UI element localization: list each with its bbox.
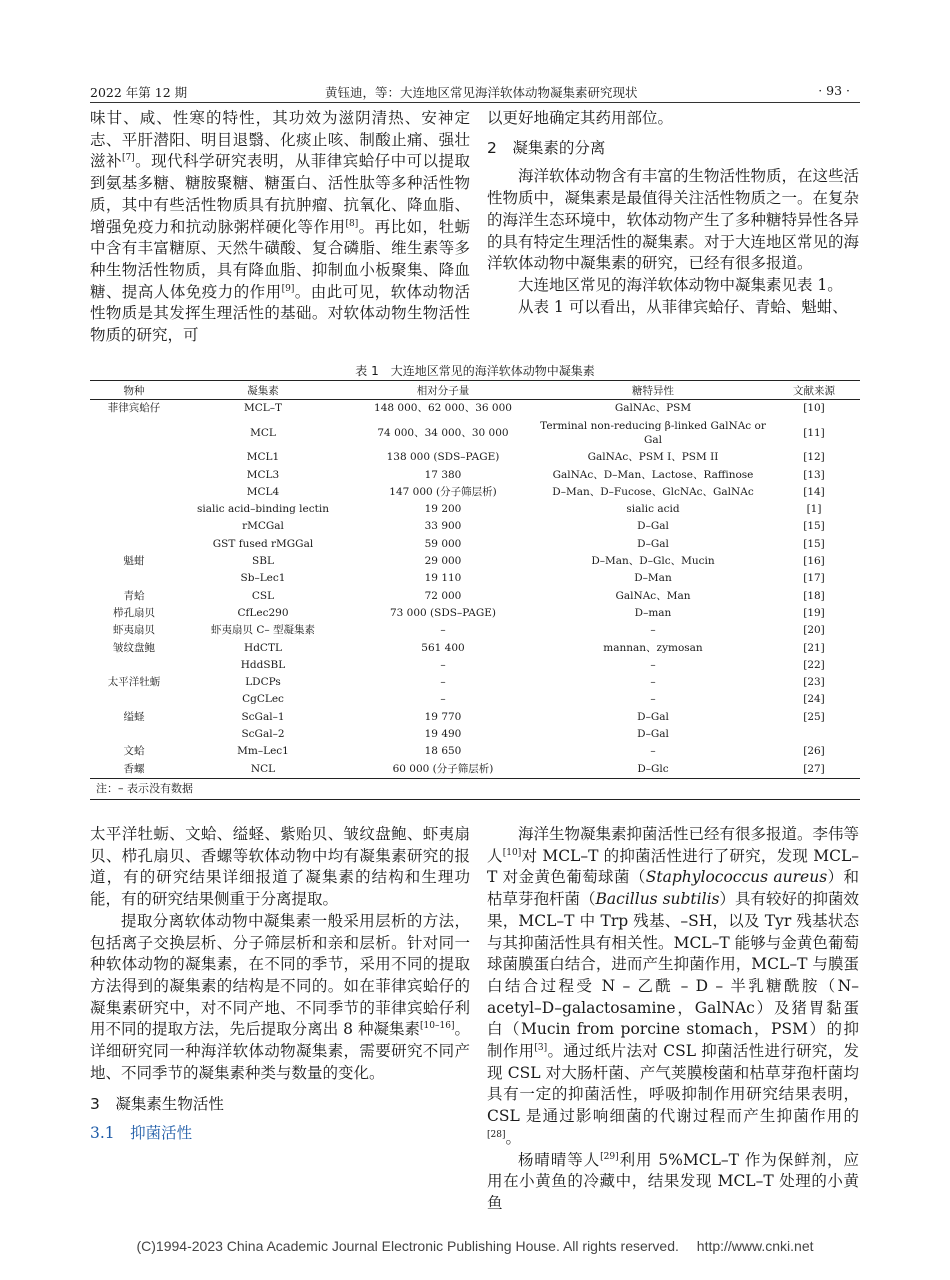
table-row xyxy=(90,553,860,570)
cell-species xyxy=(90,570,178,587)
cell-species: 栉孔扇贝 xyxy=(113,606,155,619)
header-molecular-weight: 相对分子量 xyxy=(348,381,538,400)
cell-molecular-weight: – xyxy=(440,676,446,689)
table-row xyxy=(90,622,860,639)
cell-species: 青蛤 xyxy=(123,589,145,602)
cell-molecular-weight: 60 000 (分子筛层析) xyxy=(348,761,538,779)
table-row xyxy=(90,467,860,484)
cell-species: 虾夷扇贝 xyxy=(113,624,155,637)
copyright-footer: (C)1994-2023 China Academic Journal Electronic Publishing House. All rights reserved. http://www.cnki.net xyxy=(136,1238,814,1254)
page-number: · 93 · xyxy=(818,83,850,98)
cell-sugar-specificity: D–Man xyxy=(634,572,672,585)
citation[interactable]: [9] xyxy=(281,283,295,294)
table-row xyxy=(90,536,860,553)
cell-lectin: CSL xyxy=(251,589,275,602)
running-title: 黄钰迪，等：大连地区常见海洋软体动物凝集素研究现状 xyxy=(325,85,638,100)
cell-species xyxy=(90,449,178,466)
cell-molecular-weight: 73 000 (SDS–PAGE) xyxy=(389,606,497,619)
section-heading-3: 3 凝集素生物活性 xyxy=(90,1095,224,1114)
cell-lectin: LDCPs xyxy=(245,676,281,689)
cell-reference: [12] xyxy=(803,451,825,464)
cell-reference: [15] xyxy=(803,520,825,533)
cell-molecular-weight: 74 000、34 000、30 000 xyxy=(377,426,509,439)
right-column-top xyxy=(487,108,859,318)
cell-species xyxy=(90,726,178,743)
citation[interactable]: [10] xyxy=(502,847,522,858)
cell-reference: [11] xyxy=(803,426,825,439)
cell-molecular-weight: 19 490 xyxy=(424,728,462,741)
table-note: 注：– 表示没有数据 xyxy=(90,779,860,800)
cell-sugar-specificity: D–Gal xyxy=(637,728,669,741)
cell-lectin: SBL xyxy=(252,555,274,568)
table-row xyxy=(90,417,860,449)
header-sugar-specificity: 糖特异性 xyxy=(538,381,768,400)
cell-reference xyxy=(768,726,860,743)
cell-lectin: MCL4 xyxy=(246,485,280,498)
cell-lectin: ScGal–1 xyxy=(241,710,285,723)
cell-molecular-weight: 29 000 xyxy=(424,555,462,568)
cell-molecular-weight: 19 770 xyxy=(424,710,462,723)
table-row xyxy=(90,657,860,674)
header-reference: 文献来源 xyxy=(768,381,860,400)
table-row xyxy=(90,743,860,760)
cell-lectin: MCL xyxy=(250,426,276,439)
cell-sugar-specificity: GalNAc、PSM I、PSM II xyxy=(587,451,719,464)
cell-molecular-weight: 19 110 xyxy=(424,572,462,585)
header-lectin: 凝集素 xyxy=(178,381,348,400)
cell-lectin: 虾夷扇贝 C– 型凝集素 xyxy=(211,624,315,637)
paragraph: 以更好地确定其药用部位。 xyxy=(487,109,674,127)
table-row xyxy=(90,518,860,535)
cell-lectin: ScGal–2 xyxy=(241,728,285,741)
table-caption: 表 1 大连地区常见的海洋软体动物中凝集素 xyxy=(355,364,595,378)
cell-species xyxy=(90,536,178,553)
cell-reference: [16] xyxy=(803,555,825,568)
cell-molecular-weight: – xyxy=(440,658,446,671)
cell-lectin: CfLec290 xyxy=(237,606,289,619)
cell-lectin: CgCLec xyxy=(242,693,284,706)
paragraph: 海洋生物凝集素抑菌活性已经有很多报道。李伟等人[10]对 MCL–T 的抑菌活性进行了研究，发现 MCL–T 对金黄色葡萄球菌（Staphylococcus aureus）和枯草芽孢杆菌（Bacillus subtilis）具有较好的抑菌效果，MCL–T 中 Trp 残基、–SH，以及 Tyr 残基状态与其抑菌活性具有相关性。MCL–T 能够与金黄色葡萄球菌膜蛋白结合，进而产生抑菌作用，MCL–T 与膜蛋白结合过程受 N – 乙酰 – D – 半乳糖酰胺（N–acetyl–D–galactosamine，GalNAc）及猪胃黏蛋白（Mucin from porcine stomach，PSM）的抑制作用[3]。通过纸片法对 CSL 抑菌活性进行研究，发现 CSL 对大肠杆菌、产气荚膜梭菌和枯草芽孢杆菌均具有一定的抑菌活性，呼吸抑制作用研究结果表明，CSL 是通过影响细菌的代谢过程而产生抑菌作用的[28]。 xyxy=(487,825,860,1147)
cell-lectin: sialic acid–binding lectin xyxy=(197,503,329,516)
table-row xyxy=(90,605,860,622)
cell-species: 菲律宾蛤仔 xyxy=(107,402,161,414)
cell-reference: [24] xyxy=(803,693,825,706)
cell-reference: [27] xyxy=(768,761,860,779)
cell-lectin: MCL1 xyxy=(246,451,280,464)
paragraph: 从表 1 可以看出，从菲律宾蛤仔、青蛤、魁蚶、 xyxy=(518,297,848,316)
cell-species xyxy=(90,657,178,674)
running-header xyxy=(90,80,860,103)
cell-lectin: HdCTL xyxy=(244,641,282,654)
left-column-bottom xyxy=(90,824,470,1145)
cell-sugar-specificity: D–Man、D–Glc、Mucin xyxy=(591,555,715,568)
citation[interactable]: [8] xyxy=(345,218,359,229)
cell-reference: [21] xyxy=(803,641,825,654)
cell-species: 太平洋牡蛎 xyxy=(107,676,161,689)
lectin-table xyxy=(90,362,860,800)
paragraph: 海洋软体动物含有丰富的生物活性物质，在这些活性物质中，凝集素是最值得关注活性物质之一。在复杂的海洋生态环境中，软体动物产生了多种糖特异性各异的具有特定生理活性的凝集素。对于大连地区常见的海洋软体动物中凝集素的研究，已经有很多报道。 xyxy=(487,167,860,273)
table-header-row xyxy=(90,381,860,400)
table-row xyxy=(90,761,860,779)
citation[interactable]: [29] xyxy=(600,1151,619,1162)
cell-lectin: rMCGal xyxy=(242,520,284,533)
cell-sugar-specificity: D–Gal xyxy=(637,537,669,550)
cell-reference: [10] xyxy=(803,402,825,414)
cell-sugar-specificity: D–Glc xyxy=(538,761,768,779)
cell-reference: [22] xyxy=(803,658,825,671)
issue-label: 2022 年第 12 期 xyxy=(90,85,188,100)
table-row xyxy=(90,501,860,518)
cell-sugar-specificity: GalNAc、PSM xyxy=(614,402,692,414)
table-row xyxy=(90,691,860,708)
table-row xyxy=(90,709,860,726)
table-row xyxy=(90,640,860,657)
left-column-top xyxy=(90,108,470,347)
cell-species: 文蛤 xyxy=(123,745,145,758)
table-row xyxy=(90,484,860,501)
citation[interactable]: [7] xyxy=(121,153,135,164)
paragraph: 杨晴晴等人[29]利用 5%MCL–T 作为保鲜剂，应用在小黄鱼的冷藏中，结果发现 MCL–T 处理的小黄鱼 xyxy=(487,1150,859,1212)
cell-sugar-specificity: – xyxy=(650,745,656,758)
cell-species xyxy=(90,518,178,535)
cell-sugar-specificity: GalNAc、D–Man、Lactose、Raffinose xyxy=(552,468,754,481)
cell-lectin: NCL xyxy=(178,761,348,779)
table-row xyxy=(90,449,860,466)
citation[interactable]: [3] xyxy=(534,1042,548,1053)
table-row xyxy=(90,726,860,743)
cell-molecular-weight: 19 200 xyxy=(424,503,462,516)
cell-molecular-weight: 17 380 xyxy=(424,468,462,481)
cell-sugar-specificity: D–Gal xyxy=(637,520,669,533)
cell-sugar-specificity: sialic acid xyxy=(626,503,680,516)
paragraph: 大连地区常见的海洋软体动物中凝集素见表 1。 xyxy=(518,275,843,294)
cell-reference: [14] xyxy=(803,485,825,498)
cell-reference: [1] xyxy=(806,503,822,516)
citation[interactable]: [28] xyxy=(487,1129,506,1140)
cell-sugar-specificity: mannan、zymosan xyxy=(603,641,703,654)
cell-species xyxy=(90,467,178,484)
cell-molecular-weight: 18 650 xyxy=(424,745,462,758)
cell-sugar-specificity: Terminal non-reducing β-linked GalNAc or Gal xyxy=(540,420,766,447)
cell-reference: [13] xyxy=(803,468,825,481)
subsection-heading-3-1: 3.1 抑菌活性 xyxy=(90,1124,193,1143)
cell-sugar-specificity: D–Man、D–Fucose、GlcNAc、GalNAc xyxy=(552,485,754,498)
section-heading-2: 2 凝集素的分离 xyxy=(487,138,606,157)
cell-lectin: Sb–Lec1 xyxy=(240,572,286,585)
citation[interactable]: [10–16] xyxy=(420,1021,455,1032)
paragraph: 味甘、咸、性寒的特性，其功效为滋阴清热、安神定志、平肝潜阳、明目退翳、化痰止咳、制酸止痛、强壮滋补[7]。现代科学研究表明，从菲律宾蛤仔中可以提取到氨基多糖、糖胺聚糖、糖蛋白、活性肽等多种活性物质，其中有些活性物质具有抗肿瘤、抗氧化、降血脂、增强免疫力和抗动脉粥样硬化等作用[8]。再比如，牡蛎中含有丰富糖原、天然牛磺酸、复合磷脂、维生素等多种生物活性物质，具有降血脂、抑制血小板聚集、降血糖、提高人体免疫力的作用[9]。由此可见，软体动物活性物质是其发挥生理活性的基础。对软体动物生物活性物质的研究，可 xyxy=(90,109,470,345)
cell-species: 香螺 xyxy=(90,761,178,779)
cell-species: 皱纹盘鲍 xyxy=(113,641,155,654)
cell-sugar-specificity: – xyxy=(650,658,656,671)
right-column-bottom xyxy=(487,824,859,1215)
cell-lectin: MCL–T xyxy=(243,402,282,414)
cell-species xyxy=(90,691,178,708)
cell-reference: [18] xyxy=(803,589,825,602)
cell-molecular-weight: 72 000 xyxy=(424,589,462,602)
table-row xyxy=(90,674,860,691)
cell-reference: [19] xyxy=(803,606,825,619)
cell-sugar-specificity: – xyxy=(650,693,656,706)
table-row xyxy=(90,400,860,418)
table-row xyxy=(90,570,860,587)
cell-species: 魁蚶 xyxy=(123,555,145,568)
cell-reference: [23] xyxy=(803,676,825,689)
cell-molecular-weight: 59 000 xyxy=(424,537,462,550)
cell-lectin: MCL3 xyxy=(246,468,280,481)
cell-molecular-weight: 33 900 xyxy=(424,520,462,533)
table-row xyxy=(90,588,860,605)
cell-molecular-weight: 138 000 (SDS–PAGE) xyxy=(386,451,500,464)
cell-species xyxy=(90,484,178,501)
cell-lectin: HddSBL xyxy=(240,658,286,671)
paragraph: 提取分离软体动物中凝集素一般采用层析的方法，包括离子交换层析、分子筛层析和亲和层析。针对同一种软体动物的凝集素，在不同的季节，采用不同的提取方法得到的凝集素的结构是不同的。如在菲律宾蛤仔的凝集素研究中，对不同产地、不同季节的菲律宾蛤仔利用不同的提取方法，先后提取分离出 8 种凝集素[10–16]。详细研究同一种海洋软体动物凝集素，需要研究不同产地、不同季节的凝集素种类与数量的变化。 xyxy=(90,911,470,1082)
cell-species: 缢蛏 xyxy=(123,710,145,723)
cell-sugar-specificity: D–man xyxy=(634,606,672,619)
cell-molecular-weight: 148 000、62 000、36 000 xyxy=(374,402,512,414)
cell-sugar-specificity: – xyxy=(650,624,656,637)
cell-molecular-weight: – xyxy=(440,693,446,706)
cell-molecular-weight: 561 400 xyxy=(421,641,465,654)
cell-lectin: GST fused rMGGal xyxy=(212,537,314,550)
cell-molecular-weight: – xyxy=(440,624,446,637)
cell-reference: [15] xyxy=(803,537,825,550)
cell-species xyxy=(90,501,178,518)
cell-reference: [26] xyxy=(803,745,825,758)
cell-reference: [17] xyxy=(803,572,825,585)
cell-reference: [25] xyxy=(803,710,825,723)
cell-species xyxy=(90,417,178,449)
cell-lectin: Mm–Lec1 xyxy=(237,745,289,758)
cell-sugar-specificity: D–Gal xyxy=(637,710,669,723)
cell-sugar-specificity: – xyxy=(650,676,656,689)
cell-sugar-specificity: GalNAc、Man xyxy=(615,589,691,602)
cell-molecular-weight: 147 000 (分子筛层析) xyxy=(389,485,497,498)
cell-reference: [20] xyxy=(803,624,825,637)
paragraph: 太平洋牡蛎、文蛤、缢蛏、紫贻贝、皱纹盘鲍、虾夷扇贝、栉孔扇贝、香螺等软体动物中均有凝集素研究的报道，有的研究结果详细报道了凝集素的结构和生理功能，有的研究结果侧重于分离提取。 xyxy=(90,825,470,909)
header-species: 物种 xyxy=(90,381,178,400)
